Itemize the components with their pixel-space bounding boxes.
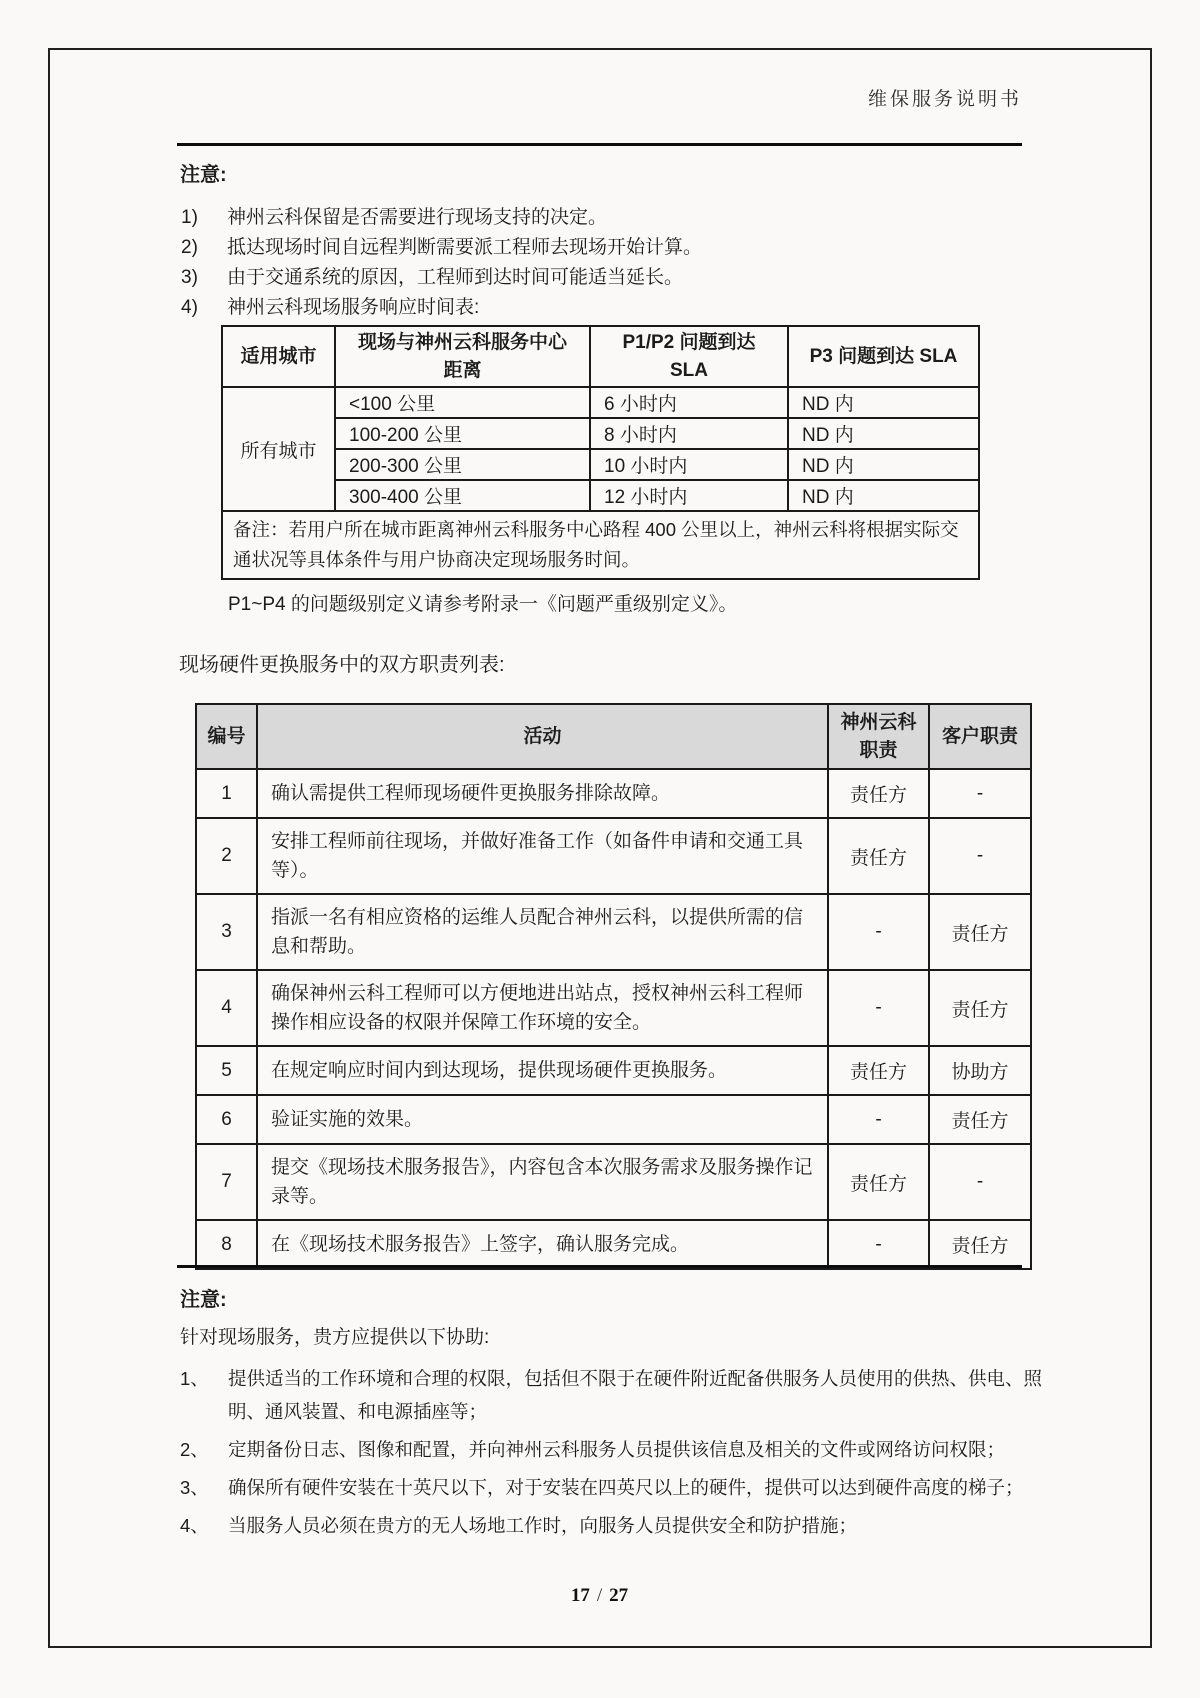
resp-customer-role: 责任方 (929, 894, 1031, 970)
resp-vendor-role: - (828, 1220, 929, 1269)
list-item-number: 1、 (180, 1368, 209, 1389)
sla-distance: 100-200 公里 (335, 418, 590, 449)
resp-header-row (196, 704, 1031, 769)
sla-header-distance: 现场与神州云科服务中心距离 (335, 326, 590, 387)
sla-distance: <100 公里 (335, 387, 590, 418)
resp-row (196, 1095, 1031, 1144)
resp-customer-role: - (929, 818, 1031, 894)
page-number-total: 27 (609, 1585, 629, 1606)
list-item (180, 1433, 1042, 1466)
list-item (181, 203, 1026, 233)
responsibility-table (195, 703, 1032, 1270)
list-item (181, 263, 1026, 293)
sla-p3: ND 内 (788, 387, 979, 418)
page-number-separator: / (596, 1585, 603, 1606)
sla-p1p2: 12 小时内 (590, 480, 788, 511)
resp-row (196, 769, 1031, 818)
list-item-text: 提供适当的工作环境和合理的权限，包括但不限于在硬件附近配备供服务人员使用的供热、供电、照明、通风装置、和电源插座等； (228, 1368, 1043, 1422)
list-item (181, 293, 1026, 323)
resp-row (196, 818, 1031, 894)
resp-vendor-role: - (828, 1095, 929, 1144)
section-title: 现场硬件更换服务中的双方职责列表: (179, 654, 505, 676)
resp-customer-role: 协助方 (929, 1046, 1031, 1095)
list-item-number: 1) (181, 207, 198, 228)
sla-row (222, 387, 979, 418)
list-item-number: 2) (181, 237, 198, 258)
sla-header-city: 适用城市 (222, 326, 335, 387)
doc-header-title: 维保服务说明书 (867, 89, 1022, 110)
assistance-list (180, 1362, 1042, 1547)
resp-row-number: 5 (196, 1046, 257, 1095)
list-item-number: 4) (181, 297, 198, 318)
resp-row (196, 1144, 1031, 1220)
list-item-number: 2、 (180, 1439, 209, 1460)
resp-activity: 指派一名有相应资格的运维人员配合神州云科，以提供所需的信息和帮助。 (257, 894, 828, 970)
resp-row-number: 2 (196, 818, 257, 894)
resp-customer-role: 责任方 (929, 1095, 1031, 1144)
list-item (180, 1471, 1042, 1504)
page-number (177, 1585, 1022, 1607)
list-item-text: 神州云科保留是否需要进行现场支持的决定。 (227, 207, 608, 228)
sla-remark-row (222, 511, 979, 579)
list-item-number: 3) (181, 267, 198, 288)
sla-footnote: P1~P4 的问题级别定义请参考附录一《问题严重级别定义》。 (228, 594, 738, 615)
section-divider-rule (177, 1265, 1022, 1268)
list-item (180, 1362, 1042, 1428)
resp-activity: 安排工程师前往现场，并做好准备工作（如备件申请和交通工具等）。 (257, 818, 828, 894)
notice-list (181, 203, 1026, 323)
notice-intro: 针对现场服务，贵方应提供以下协助: (180, 1327, 490, 1348)
resp-row (196, 970, 1031, 1046)
resp-header-customer: 客户职责 (929, 704, 1031, 769)
resp-customer-role: 责任方 (929, 970, 1031, 1046)
resp-row-number: 1 (196, 769, 257, 818)
resp-activity: 在规定响应时间内到达现场，提供现场硬件更换服务。 (257, 1046, 828, 1095)
sla-header-p3: P3 问题到达 SLA (788, 326, 979, 387)
sla-distance: 200-300 公里 (335, 449, 590, 480)
resp-vendor-role: - (828, 894, 929, 970)
resp-header-activity: 活动 (257, 704, 828, 769)
resp-vendor-role: 责任方 (828, 818, 929, 894)
resp-vendor-role: 责任方 (828, 1046, 929, 1095)
resp-row-number: 8 (196, 1220, 257, 1269)
resp-customer-role: 责任方 (929, 1220, 1031, 1269)
resp-header-vendor: 神州云科职责 (828, 704, 929, 769)
page-number-current: 17 (570, 1585, 590, 1606)
resp-row-number: 4 (196, 970, 257, 1046)
sla-p3: ND 内 (788, 480, 979, 511)
resp-vendor-role: 责任方 (828, 769, 929, 818)
resp-row-number: 7 (196, 1144, 257, 1220)
resp-activity: 验证实施的效果。 (257, 1095, 828, 1144)
header-rule (177, 143, 1022, 146)
list-item-text: 确保所有硬件安装在十英尺以下，对于安装在四英尺以上的硬件，提供可以达到硬件高度的梯子； (228, 1477, 1024, 1498)
sla-distance: 300-400 公里 (335, 480, 590, 511)
list-item (181, 233, 1026, 263)
sla-header-p1p2: P1/P2 问题到达 SLA (590, 326, 788, 387)
resp-row (196, 1046, 1031, 1095)
sla-remark: 备注：若用户所在城市距离神州云科服务中心路程 400 公里以上，神州云科将根据实际交通状况等具体条件与用户协商决定现场服务时间。 (222, 511, 979, 579)
resp-customer-role: - (929, 769, 1031, 818)
resp-vendor-role: 责任方 (828, 1144, 929, 1220)
notice-label: 注意: (180, 164, 227, 186)
resp-header-no: 编号 (196, 704, 257, 769)
list-item-text: 神州云科现场服务响应时间表: (227, 297, 480, 318)
sla-p3: ND 内 (788, 449, 979, 480)
sla-p1p2: 8 小时内 (590, 418, 788, 449)
list-item-number: 3、 (180, 1477, 209, 1498)
resp-activity: 在《现场技术服务报告》上签字，确认服务完成。 (257, 1220, 828, 1269)
resp-row (196, 894, 1031, 970)
list-item-text: 定期备份日志、图像和配置，并向神州云科服务人员提供该信息及相关的文件或网络访问权限； (228, 1439, 1006, 1460)
resp-vendor-role: - (828, 970, 929, 1046)
resp-activity: 确保神州云科工程师可以方便地进出站点，授权神州云科工程师操作相应设备的权限并保障工作环境的安全。 (257, 970, 828, 1046)
sla-row (222, 449, 979, 480)
sla-response-table (221, 325, 980, 580)
resp-row-number: 6 (196, 1095, 257, 1144)
sla-p1p2: 6 小时内 (590, 387, 788, 418)
sla-row (222, 418, 979, 449)
list-item-text: 由于交通系统的原因，工程师到达时间可能适当延长。 (227, 267, 684, 288)
sla-p1p2: 10 小时内 (590, 449, 788, 480)
resp-activity: 确认需提供工程师现场硬件更换服务排除故障。 (257, 769, 828, 818)
resp-customer-role: - (929, 1144, 1031, 1220)
resp-activity: 提交《现场技术服务报告》，内容包含本次服务需求及服务操作记录等。 (257, 1144, 828, 1220)
sla-header-row (222, 326, 979, 387)
list-item (180, 1509, 1042, 1542)
sla-city-group: 所有城市 (222, 387, 335, 511)
resp-row-number: 3 (196, 894, 257, 970)
list-item-number: 4、 (180, 1515, 209, 1536)
resp-row (196, 1220, 1031, 1269)
sla-p3: ND 内 (788, 418, 979, 449)
sla-row (222, 480, 979, 511)
list-item-text: 当服务人员必须在贵方的无人场地工作时，向服务人员提供安全和防护措施； (228, 1515, 858, 1536)
list-item-text: 抵达现场时间自远程判断需要派工程师去现场开始计算。 (227, 237, 703, 258)
notice-label: 注意: (180, 1289, 227, 1311)
